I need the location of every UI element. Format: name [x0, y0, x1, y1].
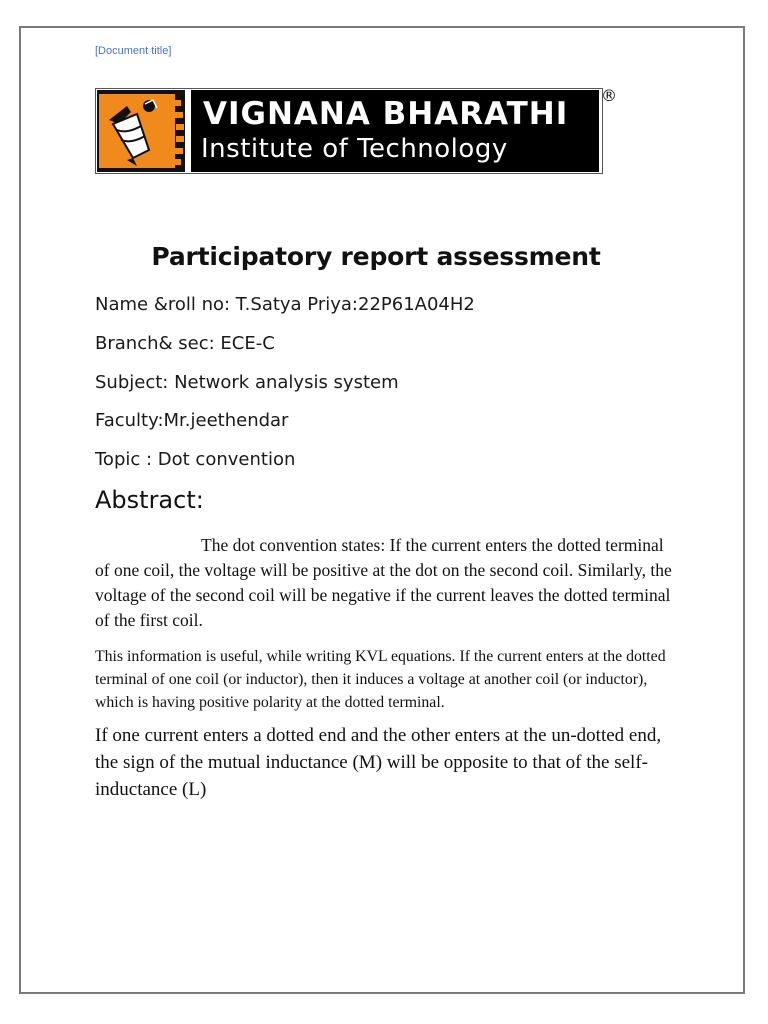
- abstract-paragraph-1: The dot convention states: If the current enters the dotted terminal of one coil, the voltage will be positive at the dot on the second coil. Similarly, the voltage of the second coil will be negative if the current leaves the dotted terminal of the first coil.: [95, 535, 672, 630]
- faculty-line: Faculty:Mr.jeethendar: [95, 410, 289, 431]
- abstract-paragraph-2: This information is useful, while writing KVL equations. If the current enters at the dotted terminal of one coil (or inductor), then it induces a voltage at another coil (or inductor), which is having positive polarity at the dotted terminal.: [95, 648, 666, 711]
- institute-logo: [95, 88, 603, 174]
- topic-line: Topic : Dot convention: [95, 449, 296, 470]
- document-title-placeholder: [Document title]: [95, 45, 172, 57]
- report-heading: Participatory report assessment: [151, 242, 601, 271]
- name-roll-line: Name &roll no: T.Satya Priya:22P61A04H2: [95, 294, 475, 315]
- abstract-heading: Abstract:: [95, 486, 204, 514]
- logo-name-line: VIGNANA BHARATHI: [203, 96, 569, 132]
- subject-line: Subject: Network analysis system: [95, 372, 399, 393]
- abstract-paragraph-3: If one current enters a dotted end and the other enters at the un-dotted end, the sign of the mutual inductance (M) will be opposite to that of the self-inductance (L): [95, 725, 662, 800]
- logo-subtitle-line: Institute of Technology: [201, 134, 508, 164]
- emblem-icon: [97, 90, 185, 172]
- document-page: [19, 26, 745, 994]
- branch-line: Branch& sec: ECE-C: [95, 333, 275, 354]
- logo-banner: [191, 90, 599, 172]
- registered-mark: ®: [601, 86, 617, 105]
